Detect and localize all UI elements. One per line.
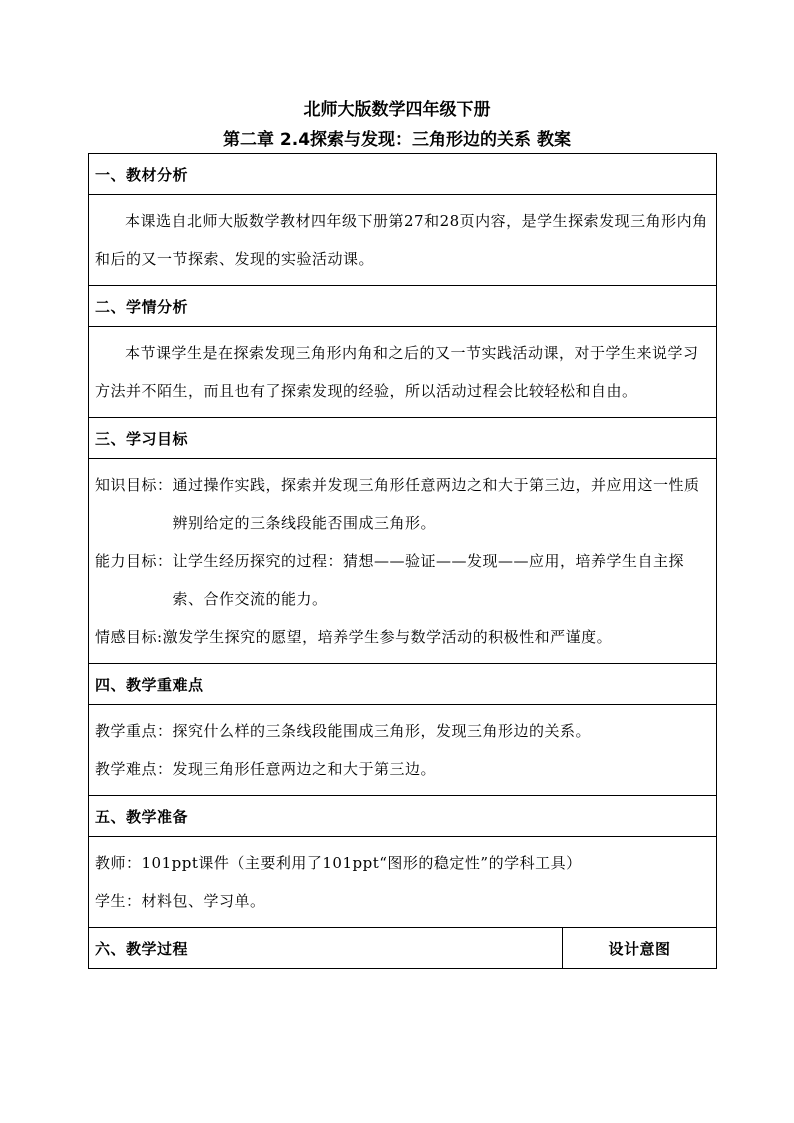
goal-label: 情感目标: [95, 628, 163, 646]
section-heading-design-intent: 设计意图 [563, 928, 717, 969]
section-body-row [89, 837, 717, 928]
goal-text: 通过操作实践，探索并发现三角形任意两边之和大于第三边，并应用这一性质辨别给定的三条线段能否围成三角形。 [172, 476, 700, 532]
document-subtitle: 第二章 2.4探索与发现：三角形边的关系 教案 [223, 130, 571, 150]
section-header-row [89, 418, 717, 459]
section-heading-analysis-material: 一、教材分析 [89, 154, 717, 195]
key-point-text: 教学重点：探究什么样的三条线段能围成三角形，发现三角形边的关系。 [95, 722, 592, 740]
section-heading-preparation: 五、教学准备 [89, 796, 717, 837]
goal-label: 知识目标： [95, 476, 173, 494]
section-body-key-points [89, 705, 717, 796]
section-header-row [89, 286, 717, 327]
section-body-student [89, 327, 717, 418]
section-header-row [89, 664, 717, 705]
section-header-row [89, 154, 717, 195]
goal-text: 让学生经历探究的过程：猜想——验证——发现——应用，培养学生自主探索、合作交流的能力。 [172, 552, 685, 608]
goal-emotion [95, 618, 710, 656]
student-preparation-text: 学生：材料包、学习单。 [95, 892, 266, 910]
section-header-row [89, 928, 717, 969]
section-heading-student-analysis: 二、学情分析 [89, 286, 717, 327]
goal-text: 激发学生探究的愿望，培养学生参与数学活动的积极性和严谨度。 [162, 628, 613, 646]
section-heading-learning-goals: 三、学习目标 [89, 418, 717, 459]
section-header-row [89, 796, 717, 837]
section-body-row [89, 459, 717, 664]
section-body-row [89, 327, 717, 418]
section-body-row [89, 705, 717, 796]
student-analysis-text: 本节课学生是在探索发现三角形内角和之后的又一节实践活动课，对于学生来说学习方法并不陌生，而且也有了探索发现的经验，所以活动过程会比较轻松和自由。 [95, 344, 699, 400]
material-analysis-text: 本课选自北师大版数学教材四年级下册第27和28页内容，是学生探索发现三角形内角和后的又一节探索、发现的实验活动课。 [95, 212, 708, 268]
goal-ability [95, 542, 710, 618]
section-body-row [89, 195, 717, 286]
section-body-goals [89, 459, 717, 664]
goal-label: 能力目标： [95, 552, 173, 570]
section-heading-teaching-process: 六、教学过程 [89, 928, 563, 969]
document-title: 北师大版数学四年级下册 [303, 100, 491, 120]
difficult-point-text: 教学难点：发现三角形任意两边之和大于第三边。 [95, 760, 437, 778]
goal-knowledge [95, 466, 710, 542]
section-body-material [89, 195, 717, 286]
lesson-plan-table [88, 153, 717, 969]
section-body-preparation [89, 837, 717, 928]
section-heading-key-points: 四、教学重难点 [89, 664, 717, 705]
teacher-preparation-text: 教师：101ppt课件（主要利用了101ppt“图形的稳定性”的学科工具） [95, 854, 582, 872]
